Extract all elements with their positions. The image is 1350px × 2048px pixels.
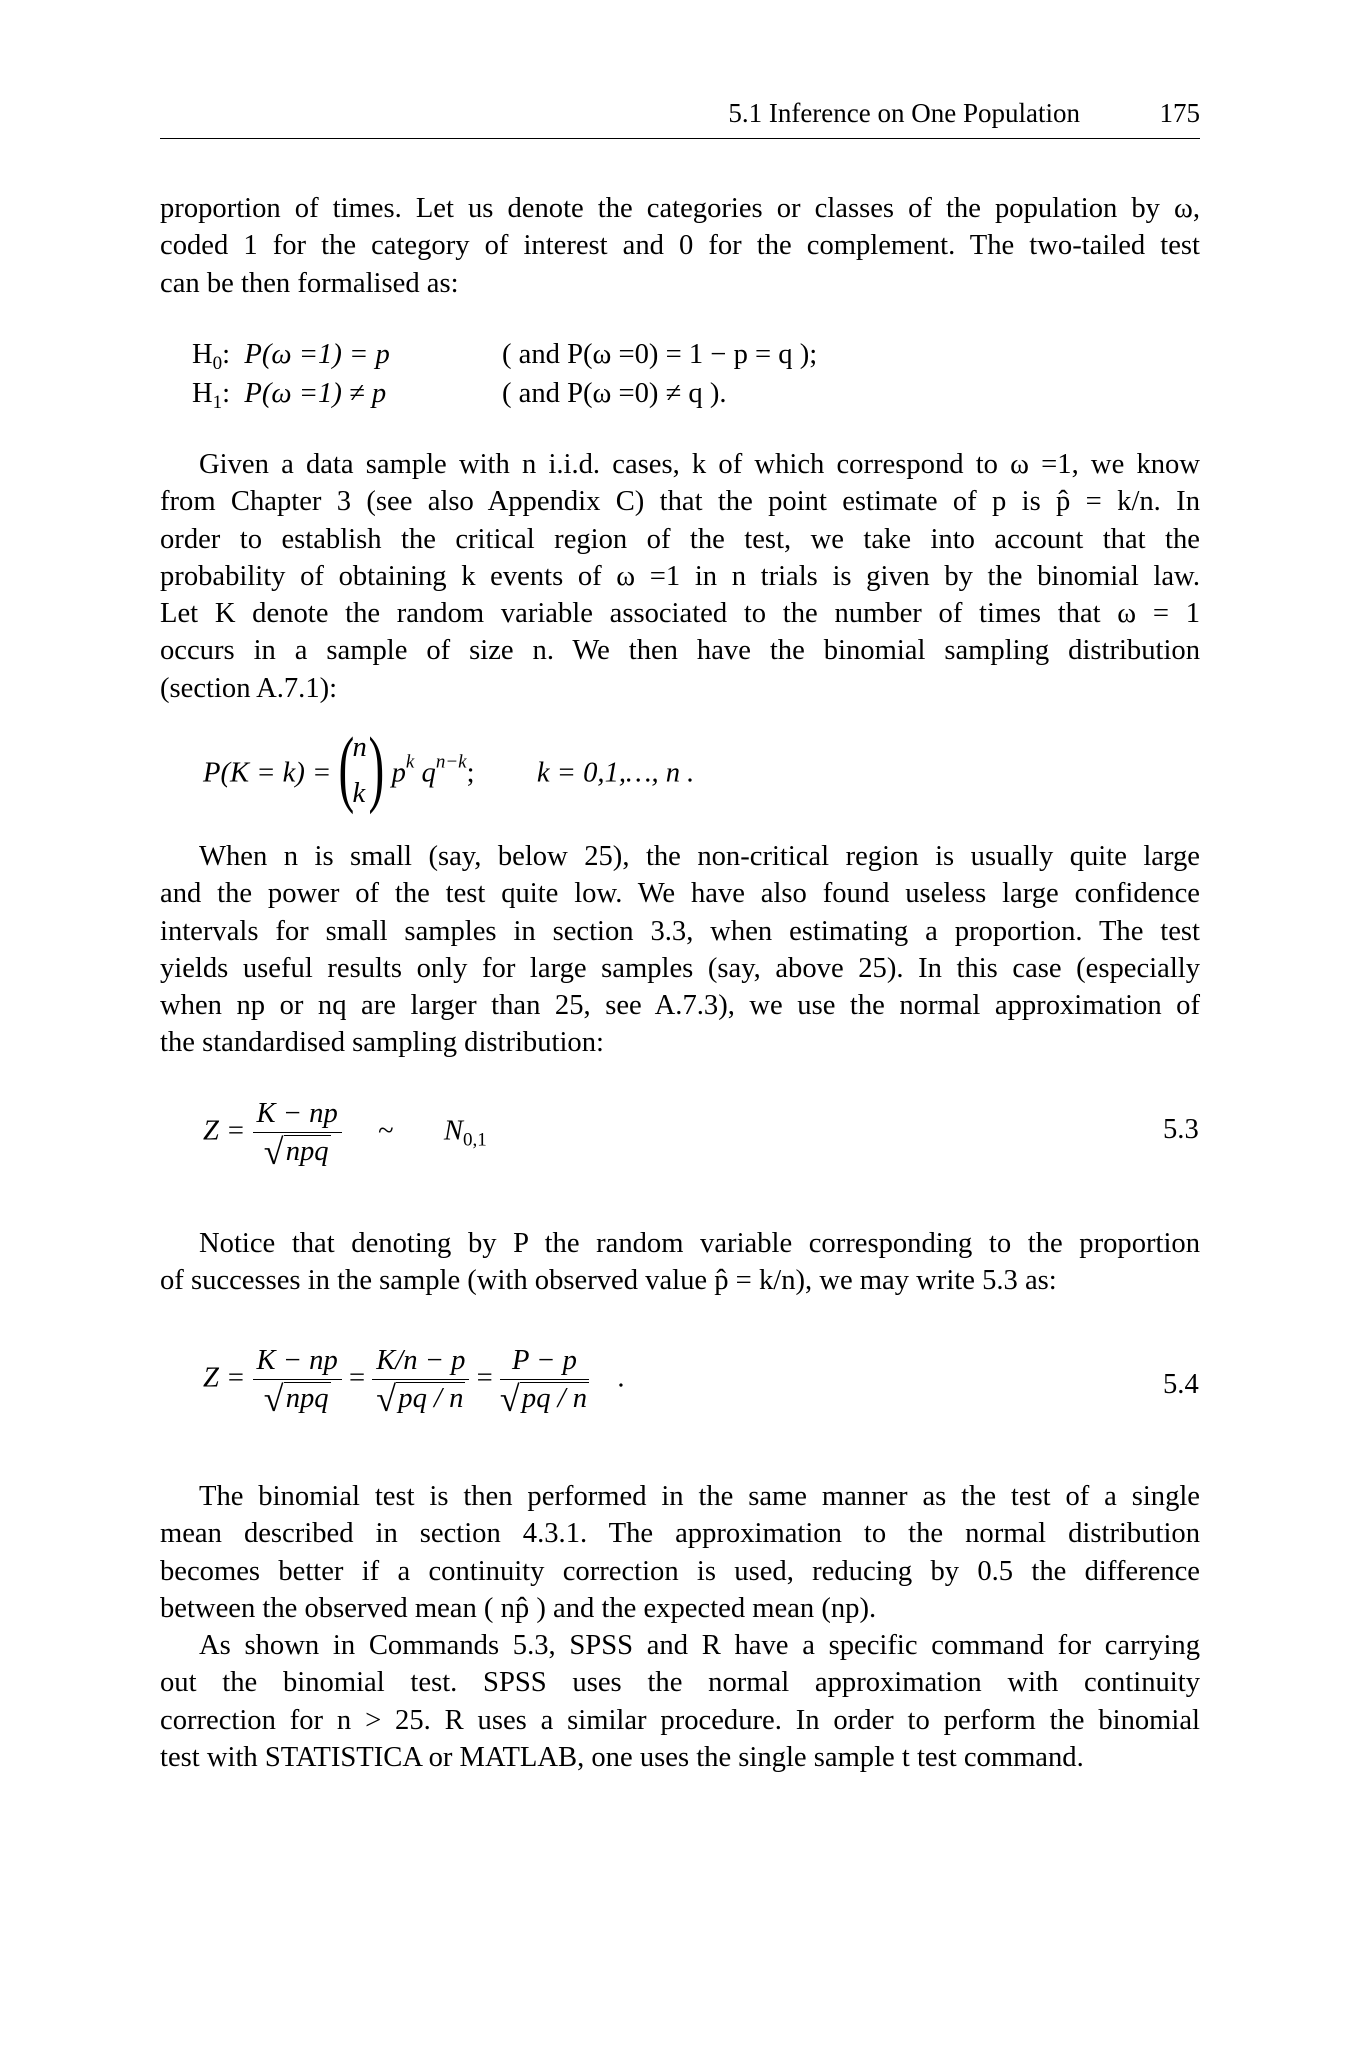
text-line: Given a data sample with n i.i.d. cases, k of which correspond to ω =1, we know — [199, 449, 1200, 480]
binomial-lhs: P(K = k) = — [203, 757, 332, 789]
text-line: becomes better if a continuity correction is used, reducing by 0.5 the difference — [160, 1555, 1200, 1587]
binom-range: k = 0,1,…, n . — [536, 757, 695, 789]
text-line: between the observed mean ( np̂ ) and the expected mean (np). — [160, 1592, 877, 1624]
eq54-f2-denominator: pq / n — [398, 1383, 464, 1414]
paragraph-binomial-law — [160, 446, 1200, 707]
text-line: from Chapter 3 (see also Appendix C) that the point estimate of p is p̂ = k/n. In — [160, 486, 1200, 518]
equation-number-5-4: 5.4 — [1163, 1369, 1199, 1400]
paragraph-intro — [160, 190, 1200, 302]
eq54-equals: = — [348, 1362, 366, 1394]
eq53-dist: N — [443, 1115, 463, 1147]
eq54-f1-numerator: K − np — [253, 1345, 342, 1380]
text-line: test with STATISTICA or MATLAB, one uses the single sample t test command. — [160, 1741, 1084, 1773]
equation-number-5-3: 5.3 — [1163, 1114, 1199, 1145]
paragraph-binomial-test — [160, 1478, 1200, 1627]
eq53-denominator: npq — [285, 1136, 329, 1167]
page-number: 175 — [1159, 98, 1200, 128]
binom-top: n — [352, 732, 367, 763]
binom-q-exp: n−k — [435, 751, 467, 773]
eq54-f2-numerator: K/n − p — [372, 1345, 469, 1380]
text-line: probability of obtaining k events of ω =1 in n trials is given by the binomial law. — [160, 560, 1200, 592]
section-title: 5.1 Inference on One Population — [728, 98, 1080, 128]
text-line: As shown in Commands 5.3, SPSS and R have a specific command for carrying — [199, 1630, 1200, 1661]
eq54-period: . — [617, 1362, 625, 1394]
text-line: coded 1 for the category of interest and 0 for the complement. The two-tailed test — [160, 230, 1200, 262]
text-line: When n is small (say, below 25), the non-critical region is usually quite large — [199, 841, 1200, 872]
text-line: mean described in section 4.3.1. The approximation to the normal distribution — [160, 1518, 1200, 1550]
text-line: of successes in the sample (with observed value p̂ = k/n), we may write 5.3 as: — [160, 1265, 1057, 1297]
binomial-equation — [203, 719, 695, 820]
text-line: The binomial test is then performed in the same manner as the test of a single — [199, 1481, 1200, 1512]
eq53-numerator: K − np — [253, 1098, 342, 1133]
eq53-fraction: K − np √ npq — [253, 1098, 342, 1168]
eq54-fraction-2: K/n − p √ pq / n — [372, 1345, 469, 1415]
eq54-f3-numerator: P − p — [500, 1345, 589, 1380]
equation-5-3 — [203, 1098, 487, 1172]
running-header — [160, 98, 1200, 139]
eq53-tilde: ~ — [378, 1115, 394, 1147]
eq54-f1-denominator: npq — [285, 1383, 329, 1414]
equation-5-4 — [203, 1345, 625, 1419]
text-line: can be then formalised as: — [160, 267, 459, 299]
binom-p: p — [391, 757, 406, 789]
text-line: intervals for small samples in section 3.3, when estimating a proportion. The test — [160, 915, 1200, 947]
eq54-fraction-3: P − p √ pq / n — [499, 1345, 588, 1419]
text-line: Notice that denoting by P the random variable corresponding to the proportion — [199, 1228, 1200, 1259]
text-line: and the power of the test quite low. We have also found useless large confidence — [160, 878, 1200, 910]
h1-condition: P(ω =1) ≠ p — [244, 378, 387, 409]
h0-subscript: 0 — [212, 353, 223, 374]
eq53-lhs: Z = — [203, 1115, 246, 1147]
text-line: order to establish the critical region of the test, we take into account that the — [160, 523, 1200, 555]
h1-label: H — [192, 378, 213, 409]
eq54-f3-denominator: pq / n — [521, 1383, 588, 1414]
binom-p-exp: k — [405, 751, 415, 773]
text-line: yields useful results only for large samples (say, above 25). In this case (especially — [160, 952, 1200, 984]
text-line: correction for n > 25. R uses a similar procedure. In order to perform the binomial — [160, 1704, 1200, 1736]
text-line: when np or nq are larger than 25, see A.7.3), we use the normal approximation of — [160, 990, 1200, 1022]
h0-label: H — [192, 339, 213, 370]
paragraph-normal-approx — [160, 838, 1200, 1062]
text-line: Let K denote the random variable associated to the number of times that ω = 1 — [160, 598, 1200, 630]
h1-complement: ( and P(ω =0) ≠ q ). — [502, 378, 727, 409]
h1-subscript: 1 — [212, 392, 223, 413]
eq53-dist-sub: 0,1 — [462, 1129, 487, 1151]
binomial-coefficient: ( n k ) — [338, 719, 385, 815]
paragraph-software — [160, 1627, 1200, 1776]
binom-q: q — [421, 757, 436, 789]
eq54-fraction-1: K − np √ npq — [253, 1345, 342, 1415]
text-line: proportion of times. Let us denote the categories or classes of the population by ω, — [160, 193, 1200, 224]
paragraph-proportion — [160, 1225, 1200, 1300]
eq54-lhs: Z = — [203, 1362, 246, 1394]
book-page: 5.1 Inference on One Population 175 proportion of times. Let us denote the categories or classes of the population by ω, coded 1 for the category of interest and 0 for the complement. The two-tailed test can be then formalised as: $H_0$: P(ω =1) = p ( and P(ω =0) = 1 − p = q ); $H_1$: P(ω =1) ≠ p ( and P(ω =0) ≠ q ). Given a data sample with n i.i.d. cases, k of which correspond to ω =1, we know from Chapter 3 (see also Appendix C) that the point estimate of p is p̂ = k/n. In order to establish the critical region of the test, we take into account that the probability of obtaining k events of ω =1 in n trials is given by the binomial law. Let K denote the random variable associated to the number of times that ω = 1 occurs in a sample of size n. We then have the binomial sampling distribution (section A.7.1): P(K = k) = ( n k ) $p^k$ $q^{n-k}$; k = 0,1,…, n . When n is small (say, below 25), the non-critical region is usually quite large and the power of the test quite low. We have also found useless large confidence intervals for small samples in section 3.3, when estimating a proportion. The test yields useful results only for large samples (say, above 25). In this case (especially when np or nq are larger than 25, see A.7.3), we use the normal approximation of the standardised sampling distribution: Z = K − np √ npq ~ $N_{0,1}$ 5.3 Notice that denoting by P the random variable corresponding to the proportion of successes in the sample (with observed value p̂ = k/n), we may write 5.3 as: Z = K − np √ npq = K/n − p √ pq / n = P − p √ pq / n . 5.4 The binomial test is then performed in the same manner as the test of a single mean described in section 4.3.1. The approximation to the normal distribution becomes better if a continuity correction is used, reducing by 0.5 the difference between the observed mean ( np̂ ) and the expected mean (np). As shown in Commands 5.3, SPSS and R have a specific command for carrying out the binomial test. SPSS uses the normal approximation with continuity correction for n > 25. R uses a similar procedure. In order to perform the binomial test with STATISTICA or MATLAB, one uses the single sample t test command. — [0, 0, 1350, 2048]
text-line: occurs in a sample of size n. We then have the binomial sampling distribution — [160, 635, 1200, 667]
h0-complement: ( and P(ω =0) = 1 − p = q ); — [502, 339, 818, 370]
eq54-equals: = — [476, 1362, 493, 1394]
binom-bottom: k — [352, 778, 366, 809]
text-line: the standardised sampling distribution: — [160, 1027, 604, 1059]
text-line: out the binomial test. SPSS uses the normal approximation with continuity — [160, 1667, 1200, 1699]
text-line: (section A.7.1): — [160, 672, 338, 704]
binom-sep: ; — [466, 757, 475, 789]
h0-condition: P(ω =1) = p — [244, 339, 390, 370]
